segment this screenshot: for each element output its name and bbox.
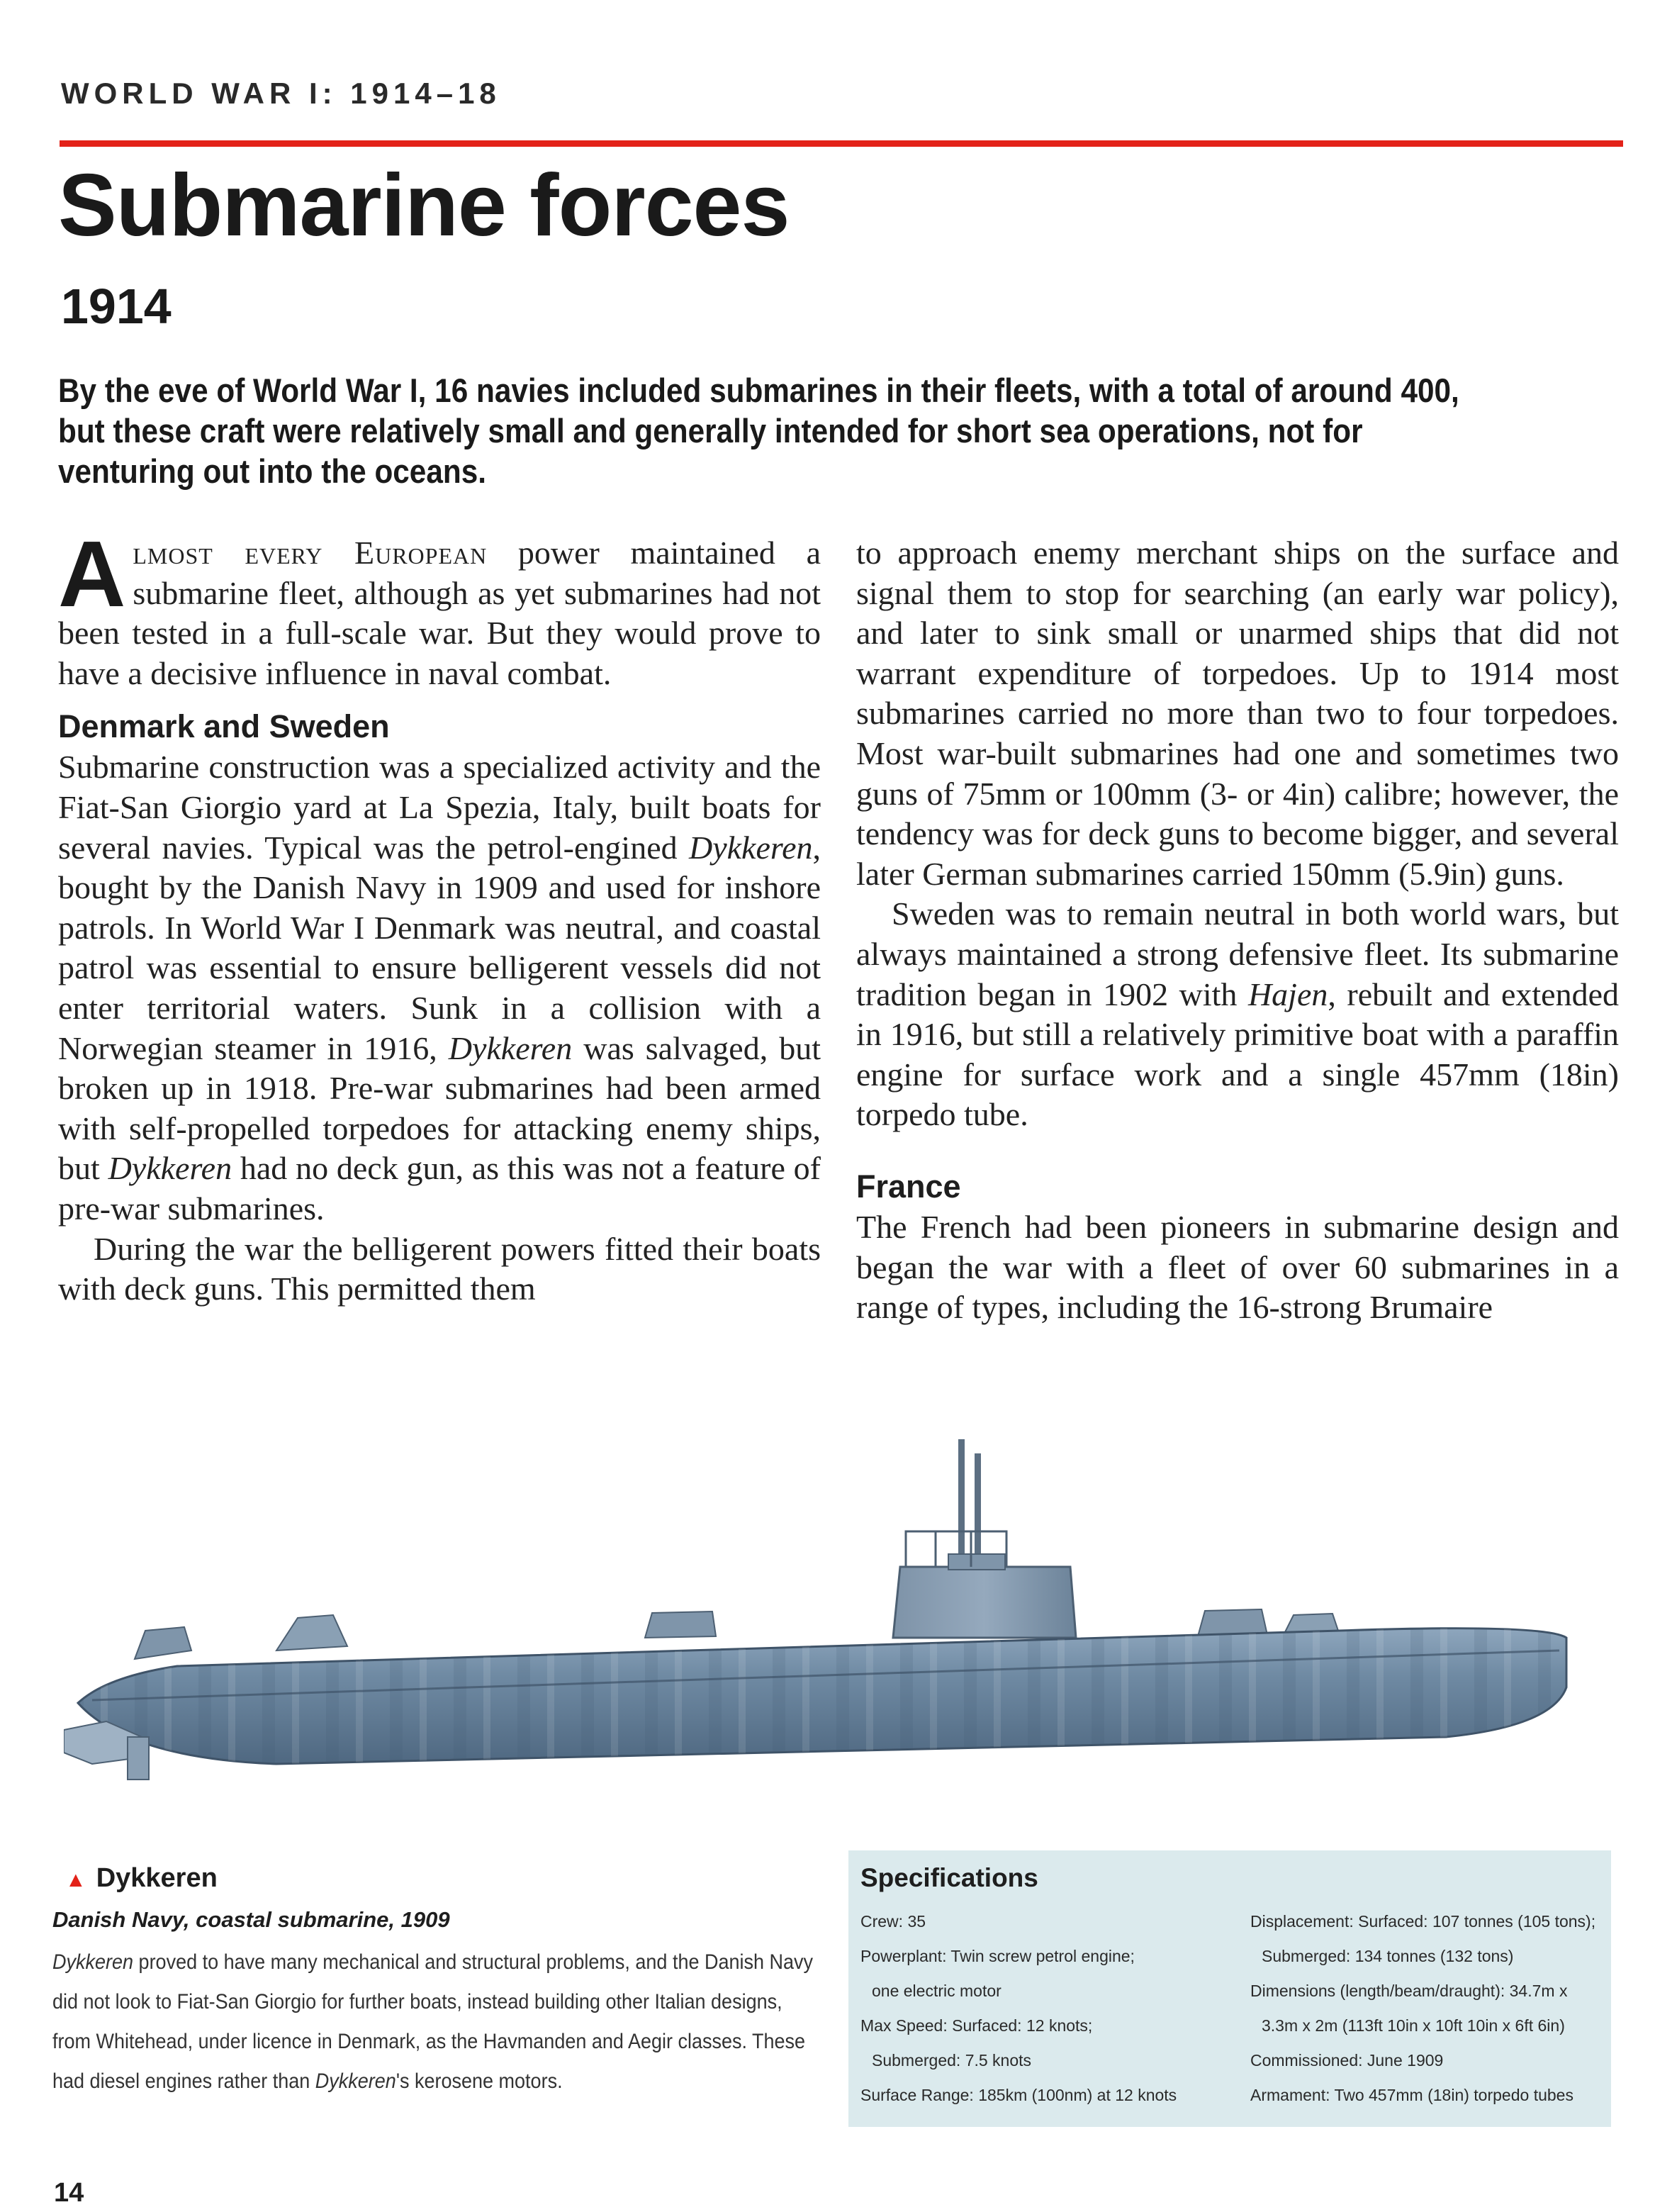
p4-text-b: , rebuilt and extended in 1916, but still a relatively primitive boat with a paraffin engine for surface work and a single 457mm (18in) torpedo tube. <box>856 976 1619 1133</box>
spec-displacement-cont: Submerged: 134 tonnes (132 tons) <box>1262 1947 1514 1965</box>
caption-text-b: 's kerosene motors. <box>395 2069 563 2093</box>
periscope-2 <box>975 1453 981 1567</box>
conning-hatch <box>948 1554 1005 1570</box>
p2-text-c: was salvaged, but broken up in 1918. Pre-war submarines had been armed with self-propelled torpedoes for attacking enemy ships, but <box>58 1029 821 1187</box>
page-number: 14 <box>54 2178 84 2208</box>
spec-range: Surface Range: 185km (100nm) at 12 knots <box>860 2086 1177 2104</box>
spec-commissioned: Commissioned: June 1909 <box>1250 2051 1444 2069</box>
deck-fitting-1 <box>276 1615 347 1650</box>
body-column-left <box>58 522 821 1309</box>
heading-france: France <box>856 1168 961 1205</box>
body-paragraph-1 <box>58 522 821 693</box>
header-rule <box>60 140 1623 147</box>
specifications-right <box>1250 1904 1619 2113</box>
p2-text-a: Submarine construction was a specialized activity and the Fiat-San Giorgio yard at La Spezia, Italy, built boats for several navies. Typical was the petrol-engined <box>58 749 821 866</box>
periscope-1 <box>958 1439 965 1567</box>
p1-text: power maintained a submarine fleet, although as yet submarines had not been tested in a full-scale war. But they would prove to have a decisive influence in naval combat. <box>58 535 821 691</box>
page-title: Submarine forces <box>58 157 790 255</box>
submarine-illustration <box>64 1425 1581 1808</box>
specifications-title: Specifications <box>860 1863 1038 1892</box>
boat-name: Dykkeren <box>448 1029 573 1066</box>
triangle-icon: ▲ <box>65 1868 86 1892</box>
caption-title <box>65 1863 218 1894</box>
deck-fitting-2 <box>645 1611 716 1638</box>
spec-powerplant: Powerplant: Twin screw petrol engine; <box>860 1947 1135 1965</box>
spec-dimensions: Dimensions (length/beam/draught): 34.7m x <box>1250 1982 1568 2000</box>
lead-smallcaps: lmost every European <box>133 535 488 571</box>
body-paragraph-4 <box>856 894 1619 1135</box>
body-paragraph-3-cont: to approach enemy merchant ships on the surface and signal them to stop for searching (an early war policy), and later to sink small or unarmed ships that did not warrant expenditure of torpedoes. Up to 1914 most submarines carried no more than two to four torpedoes. Most war-built submarines had one and sometimes two guns of 75mm or 100mm (3- or 4in) calibre; however, the tendency was for deck guns to become bigger, and several later German submarines carried 150mm (5.9in) guns. <box>856 535 1619 892</box>
p2-text-d: had no deck gun, as this was not a feature of pre-war submarines. <box>58 1150 821 1227</box>
spec-displacement: Displacement: Surfaced: 107 tonnes (105 tons); <box>1250 1912 1596 1931</box>
spec-speed: Max Speed: Surfaced: 12 knots; <box>860 2016 1093 2035</box>
bow-fitting <box>135 1627 191 1659</box>
drop-cap: A <box>58 522 126 626</box>
heading-denmark-sweden: Denmark and Sweden <box>58 708 390 745</box>
boat-name: Dykkeren <box>689 829 813 866</box>
caption-title-text: Dykkeren <box>96 1863 218 1893</box>
section-kicker: WORLD WAR I: 1914–18 <box>61 77 501 110</box>
body-column-right <box>856 533 1619 1328</box>
body-paragraph-3: During the war the belligerent powers fitted their boats with deck guns. This permitted them <box>58 1230 821 1307</box>
body-paragraph-5: The French had been pioneers in submarine design and began the war with a fleet of over 60 submarines in a range of types, including the 16-strong Brumaire <box>856 1208 1619 1326</box>
spec-speed-cont: Submerged: 7.5 knots <box>872 2051 1032 2069</box>
intro-paragraph: By the eve of World War I, 16 navies included submarines in their fleets, with a total of around 400, but these craft were relatively small and generally intended for short sea operations, not for venturing out into the oceans. <box>58 372 1459 490</box>
body-paragraph-2 <box>58 747 821 1229</box>
boat-name: Dykkeren <box>108 1150 232 1187</box>
conning-tower <box>893 1567 1076 1638</box>
caption-body <box>52 1943 818 2101</box>
caption-boat-name: Dykkeren <box>52 1950 134 1974</box>
page-year: 1914 <box>61 279 172 334</box>
spec-armament: Armament: Two 457mm (18in) torpedo tubes <box>1250 2086 1573 2104</box>
p2-text-b: , bought by the Danish Navy in 1909 and used for inshore patrols. In World War I Denmark was neutral, and coastal patrol was essential to ensure belligerent vessels did not enter territorial waters. Sunk in a collision with a Norwegian steamer in 1916, <box>58 829 821 1066</box>
p4-text-a: Sweden was to remain neutral in both world wars, but always maintained a strong defensive fleet. Its submarine tradition began in 1902 with <box>856 895 1619 1012</box>
caption-subtitle: Danish Navy, coastal submarine, 1909 <box>52 1907 450 1932</box>
specifications-left <box>860 1904 1229 2113</box>
spec-powerplant-cont: one electric motor <box>872 1982 1002 2000</box>
boat-name-hajen: Hajen <box>1247 976 1328 1012</box>
spec-dimensions-cont: 3.3m x 2m (113ft 10in x 10ft 10in x 6ft 6in) <box>1262 2016 1565 2035</box>
caption-boat-name-2: Dykkeren <box>315 2069 396 2093</box>
spec-crew: Crew: 35 <box>860 1912 926 1931</box>
rudder <box>128 1737 149 1780</box>
caption-text-a: proved to have many mechanical and structural problems, and the Danish Navy did not look to Fiat-San Giorgio for further boats, instead building other Italian designs, from Whitehead, under licence in Denmark, as the Havmanden and Aegir classes. These had diesel engines rather than <box>52 1950 814 2093</box>
